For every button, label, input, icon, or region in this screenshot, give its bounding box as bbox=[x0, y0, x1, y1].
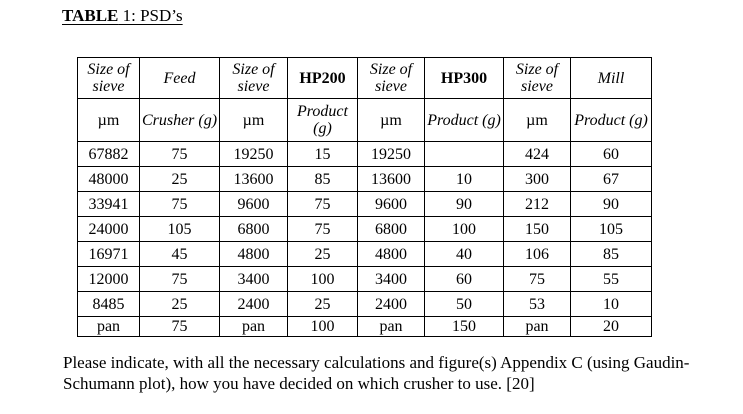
header-cell: HP300 bbox=[425, 58, 504, 99]
table-cell: 150 bbox=[504, 217, 571, 242]
table-cell: 105 bbox=[571, 217, 652, 242]
table-cell: 212 bbox=[504, 192, 571, 217]
table-cell: 20 bbox=[571, 317, 652, 337]
table-cell: pan bbox=[78, 317, 140, 337]
table-cell: 75 bbox=[288, 217, 358, 242]
table-cell: 24000 bbox=[78, 217, 140, 242]
table-row bbox=[78, 142, 652, 167]
header-cell: Crusher (g) bbox=[140, 99, 220, 142]
table-title-label: TABLE bbox=[62, 6, 119, 25]
header-cell: Product (g) bbox=[288, 99, 358, 142]
table-cell: 10 bbox=[425, 167, 504, 192]
table-cell: 67882 bbox=[78, 142, 140, 167]
table-cell: 19250 bbox=[220, 142, 288, 167]
header-cell: Mill bbox=[571, 58, 652, 99]
psd-table bbox=[77, 57, 652, 337]
table-cell: 90 bbox=[425, 192, 504, 217]
table-cell: 67 bbox=[571, 167, 652, 192]
header-cell: µm bbox=[358, 99, 425, 142]
table-row bbox=[78, 217, 652, 242]
table-cell: 90 bbox=[571, 192, 652, 217]
header-row-2 bbox=[78, 99, 652, 142]
table-cell: 6800 bbox=[220, 217, 288, 242]
table-cell: 3400 bbox=[358, 267, 425, 292]
table-row bbox=[78, 242, 652, 267]
table-cell: 19250 bbox=[358, 142, 425, 167]
table-cell: 4800 bbox=[358, 242, 425, 267]
header-cell: Size of sieve bbox=[220, 58, 288, 99]
table-cell: 100 bbox=[425, 217, 504, 242]
table-cell: 85 bbox=[571, 242, 652, 267]
table-cell: 13600 bbox=[358, 167, 425, 192]
table-cell: 75 bbox=[140, 142, 220, 167]
table-row bbox=[78, 167, 652, 192]
header-cell: HP200 bbox=[288, 58, 358, 99]
header-cell: Size of sieve bbox=[78, 58, 140, 99]
table-cell: 85 bbox=[288, 167, 358, 192]
table-cell: 25 bbox=[288, 242, 358, 267]
table-cell: 300 bbox=[504, 167, 571, 192]
header-cell: Product (g) bbox=[425, 99, 504, 142]
table-cell: 150 bbox=[425, 317, 504, 337]
table-cell: 75 bbox=[288, 192, 358, 217]
table-cell: 3400 bbox=[220, 267, 288, 292]
table-cell bbox=[425, 142, 504, 167]
header-cell: µm bbox=[78, 99, 140, 142]
table-cell: 33941 bbox=[78, 192, 140, 217]
table-cell: 10 bbox=[571, 292, 652, 317]
table-cell: 50 bbox=[425, 292, 504, 317]
table-row bbox=[78, 267, 652, 292]
table-cell: 12000 bbox=[78, 267, 140, 292]
table-cell: 106 bbox=[504, 242, 571, 267]
header-cell: Size of sieve bbox=[504, 58, 571, 99]
table-cell: 25 bbox=[140, 167, 220, 192]
table-cell: 13600 bbox=[220, 167, 288, 192]
table-title bbox=[62, 6, 183, 26]
table-cell: 16971 bbox=[78, 242, 140, 267]
table-cell: 100 bbox=[288, 267, 358, 292]
table-cell: 9600 bbox=[220, 192, 288, 217]
table-row bbox=[78, 317, 652, 337]
table-cell: 55 bbox=[571, 267, 652, 292]
table-cell: 2400 bbox=[358, 292, 425, 317]
question-text: Please indicate, with all the necessary calculations and figure(s) Appendix C (using Gaudin-Schumann plot), how you have decided on which crusher to use. [20] bbox=[63, 353, 690, 393]
table-cell: 100 bbox=[288, 317, 358, 337]
header-cell: Product (g) bbox=[571, 99, 652, 142]
table-cell: 25 bbox=[288, 292, 358, 317]
table-cell: 45 bbox=[140, 242, 220, 267]
header-cell: Feed bbox=[140, 58, 220, 99]
header-cell: Size of sieve bbox=[358, 58, 425, 99]
header-row-1 bbox=[78, 58, 652, 99]
table-cell: 8485 bbox=[78, 292, 140, 317]
table-row bbox=[78, 192, 652, 217]
table-cell: 75 bbox=[140, 267, 220, 292]
table-cell: 15 bbox=[288, 142, 358, 167]
header-cell: µm bbox=[220, 99, 288, 142]
table-cell: 75 bbox=[140, 317, 220, 337]
table-cell: 424 bbox=[504, 142, 571, 167]
table-cell: 48000 bbox=[78, 167, 140, 192]
table-cell: 53 bbox=[504, 292, 571, 317]
table-cell: pan bbox=[504, 317, 571, 337]
table-cell: 60 bbox=[571, 142, 652, 167]
table-row bbox=[78, 292, 652, 317]
table-title-rest: 1: PSD’s bbox=[118, 6, 183, 25]
table-cell: 60 bbox=[425, 267, 504, 292]
table-cell: 105 bbox=[140, 217, 220, 242]
header-cell: µm bbox=[504, 99, 571, 142]
table-cell: pan bbox=[358, 317, 425, 337]
table-cell: pan bbox=[220, 317, 288, 337]
table-cell: 2400 bbox=[220, 292, 288, 317]
table-cell: 6800 bbox=[358, 217, 425, 242]
table-cell: 4800 bbox=[220, 242, 288, 267]
table-cell: 75 bbox=[140, 192, 220, 217]
table-cell: 40 bbox=[425, 242, 504, 267]
table-cell: 25 bbox=[140, 292, 220, 317]
table-cell: 9600 bbox=[358, 192, 425, 217]
table-cell: 75 bbox=[504, 267, 571, 292]
